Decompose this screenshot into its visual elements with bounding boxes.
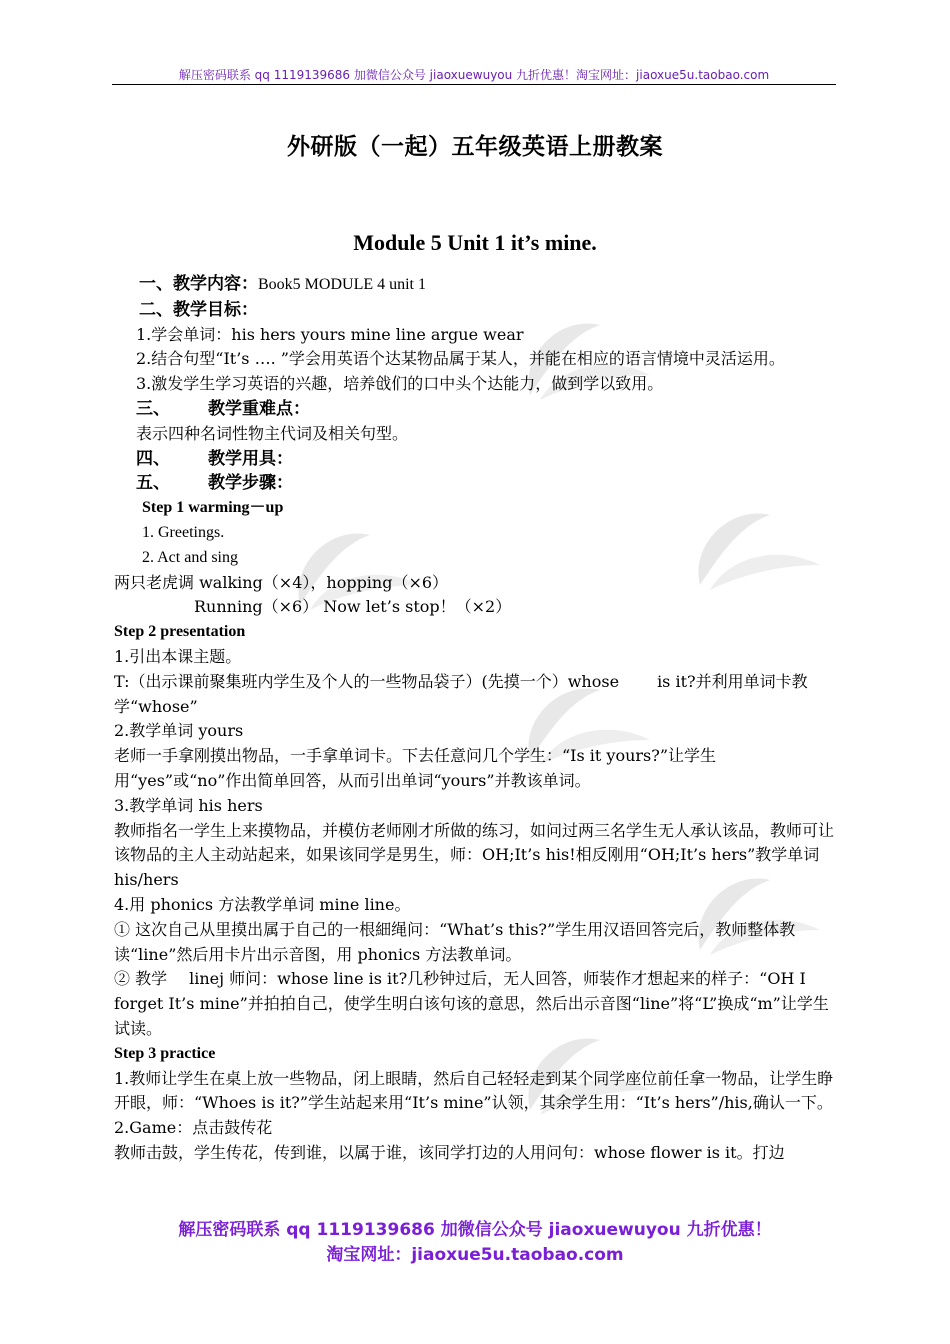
- page-header: 解压密码联系 qq 1119139686 加微信公众号 jiaoxuewuyou 九折优惠！淘宝网址：jiaoxue5u.taobao.com: [178, 68, 770, 82]
- step-2-item-4-b: [114, 967, 838, 1041]
- section-1-value: Book5 MODULE 4 unit 1: [258, 276, 426, 293]
- section-4-title: 教学用具：: [208, 448, 293, 469]
- step-2-item-1-text-b: is it?并利用单词卡教学“whose”: [114, 671, 808, 716]
- step-2-heading: Step 2 presentation: [114, 623, 246, 641]
- step-2-item-3: 3.教学单词 his hers: [114, 795, 263, 815]
- section-5-label: 五、: [136, 473, 170, 494]
- document-title: 外研版（一起）五年级英语上册教案: [287, 134, 663, 160]
- section-2-label: 二、教学目标：: [139, 299, 258, 320]
- module-title: Module 5 Unit 1 it’s mine.: [353, 230, 597, 255]
- section-1: [114, 272, 838, 298]
- step-3-item-2: 2.Game：点击鼓传花: [114, 1118, 273, 1138]
- song-line-1: 两只老虎调 walking（×4），hopping（×6）: [114, 572, 449, 592]
- step-2-item-4-b-text: linej 师问：whose line is it?几秒钟过后，无人回答，师装作才想起来的样子：“OH I forget It’s mine”并拍拍自己，使学生明白该句该的意思，然后出示音图“line”将“L”换成“m”让学生试读。: [114, 969, 829, 1038]
- goal-2: 2.结合句型“It’s …. ”学会用英语个达某物品属于某人，并能在相应的语言情境中灵活运用。: [136, 349, 785, 369]
- section-5-title: 教学步骤：: [208, 473, 293, 494]
- step-1-heading: Step 1 warming－up: [142, 499, 284, 517]
- section-4: [114, 447, 838, 472]
- section-3-label: 三、: [136, 398, 170, 419]
- section-4-label: 四、: [136, 448, 170, 469]
- step-2-item-1-text: [114, 670, 838, 720]
- step-2-item-1-text-a: T:（出示课前聚集班内学生及个人的一些物品袋子）(先摸一个）whose: [114, 671, 620, 691]
- section-3: [114, 397, 838, 422]
- step-2-item-4: 4.用 phonics 方法教学单词 mine line。: [114, 894, 411, 914]
- footer-line-2: 淘宝网址：jiaoxue5u.taobao.com: [326, 1245, 624, 1265]
- step-3-item-1: 1.教师让学生在桌上放一些物品，闭上眼睛，然后自己轻轻走到某个同学座位前任拿一物品，让学生睁开眼，师：“Whoes is it?”学生站起来用“It’s mine”认领，其余学生用：“It’s hers”/his,确认一下。: [114, 1068, 834, 1113]
- step-2-item-2-text: 老师一手拿刚摸出物品，一手拿单词卡。下去任意问几个学生：“Is it yours?”让学生用“yes”或“no”作出简单回答，从而引出单词“yours”并教该单词。: [114, 746, 717, 790]
- step-2-item-4-b-label: ② 教学: [114, 969, 168, 989]
- step-2-item-3-text: 教师指名一学生上来摸物品，并模仿老师刚才所做的练习，如问过两三名学生无人承认该品，教师可让该物品的主人主动站起来，如果该同学是男生，师：OH;It’s his!相反刚用“OH;It’s hers”教学单词 his/hers: [114, 820, 835, 890]
- step-3-heading: Step 3 practice: [114, 1044, 216, 1062]
- song-line-2: Running（×6） Now let’s stop！（×2）: [194, 597, 512, 617]
- section-3-text: 表示四种名词性物主代词及相关句型。: [136, 423, 409, 443]
- step-2-item-1: 1.引出本课主题。: [114, 646, 242, 666]
- goal-1: 1.学会单词：his hers yours mine line argue wear: [136, 324, 524, 344]
- section-2: [114, 298, 838, 323]
- section-1-label: 一、教学内容：: [139, 274, 258, 294]
- step-1-item-1: 1. Greetings.: [142, 523, 225, 541]
- goal-3: 3.激发学生学习英语的兴趣，培养戗们的口中头个达能力，做到学以致用。: [136, 374, 664, 394]
- step-3-item-2-text: 教师击鼓，学生传花，传到谁，以属于谁，该同学打边的人用问句：whose flower is it。打边: [114, 1142, 785, 1162]
- step-1-item-2: 2. Act and sing: [142, 548, 238, 566]
- footer-line-1: 解压密码联系 qq 1119139686 加微信公众号 jiaoxuewuyou 九折优惠！: [178, 1220, 772, 1240]
- section-5: [114, 471, 838, 496]
- page-footer: [112, 1218, 838, 1268]
- document-body: [114, 272, 838, 1166]
- step-2-item-4-a: ① 这次自己从里摸出属于自己的一根細绳问：“What’s this?”学生用汉语回答完后，教师整体教读“line”然后用卡片出示音图，用 phonics 方法教单词。: [114, 919, 796, 964]
- step-2-item-2: 2.教学单词 yours: [114, 721, 244, 741]
- section-3-title: 教学重难点：: [208, 398, 310, 419]
- header-divider: [112, 84, 836, 85]
